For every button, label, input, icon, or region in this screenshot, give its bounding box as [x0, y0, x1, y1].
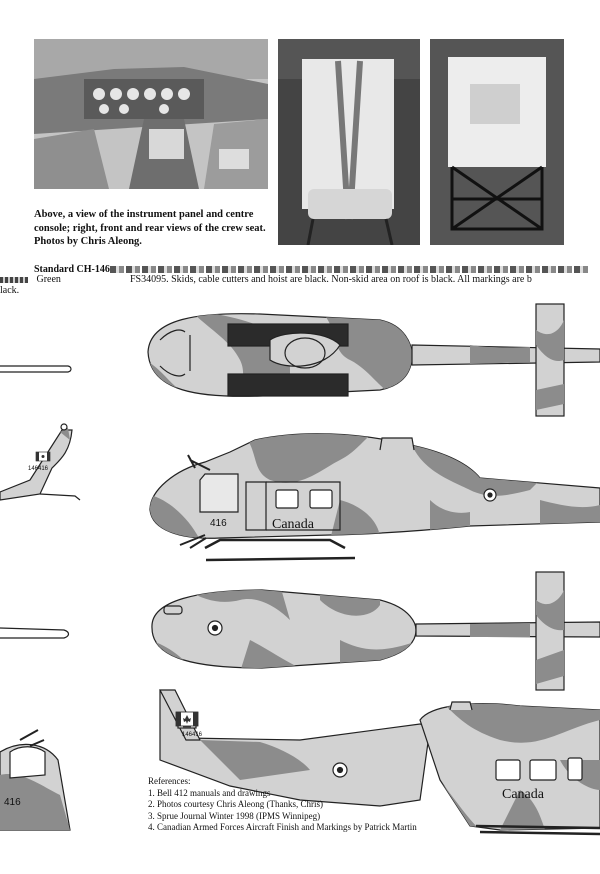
canada-flag-icon [176, 712, 198, 726]
reference-item: 1. Bell 412 manuals and drawings [148, 787, 271, 798]
green-word: Green [36, 274, 61, 285]
references [148, 776, 488, 834]
side-view [0, 424, 600, 560]
lower-country-label: Canada [502, 787, 544, 802]
reference-item: 2. Photos courtesy Chris Aleong (Thanks, Chris) [148, 799, 323, 809]
side-country-label: Canada [272, 517, 314, 532]
illegible-text [0, 277, 28, 283]
left-tail-serial: 146416 [28, 466, 49, 472]
lower-tail-serial: 146416 [182, 732, 203, 738]
helicopter-drawings [0, 296, 600, 836]
bottom-view [0, 572, 600, 690]
side-nose-number: 416 [210, 518, 227, 529]
top-view [0, 304, 600, 416]
seat-front-photo [278, 39, 420, 245]
canada-flag-icon [36, 452, 50, 461]
finish-description [0, 274, 600, 286]
reference-item: 4. Canadian Armed Forces Aircraft Finish and Markings by Patrick Martin [148, 822, 417, 832]
references-heading: References: [148, 776, 191, 786]
lower-nose-number: 416 [4, 797, 21, 808]
instrument-panel-photo [34, 39, 268, 189]
reference-item: 3. Sprue Journal Winter 1998 (IPMS Winnipeg) [148, 810, 321, 821]
illegible-text [110, 266, 590, 273]
photo-caption: Above, a view of the instrument panel and centre console; right, front and rear views of the crew seat. Photos by Chris Aleong. [34, 209, 266, 247]
seat-rear-photo [430, 39, 564, 245]
wrap-word: lack. [0, 285, 20, 296]
finish-tail: FS34095. Skids, cable cutters and hoist are black. Non-skid area on roof is black. All markings are b [130, 274, 532, 285]
standard-prefix: Standard CH-146 [34, 264, 110, 275]
